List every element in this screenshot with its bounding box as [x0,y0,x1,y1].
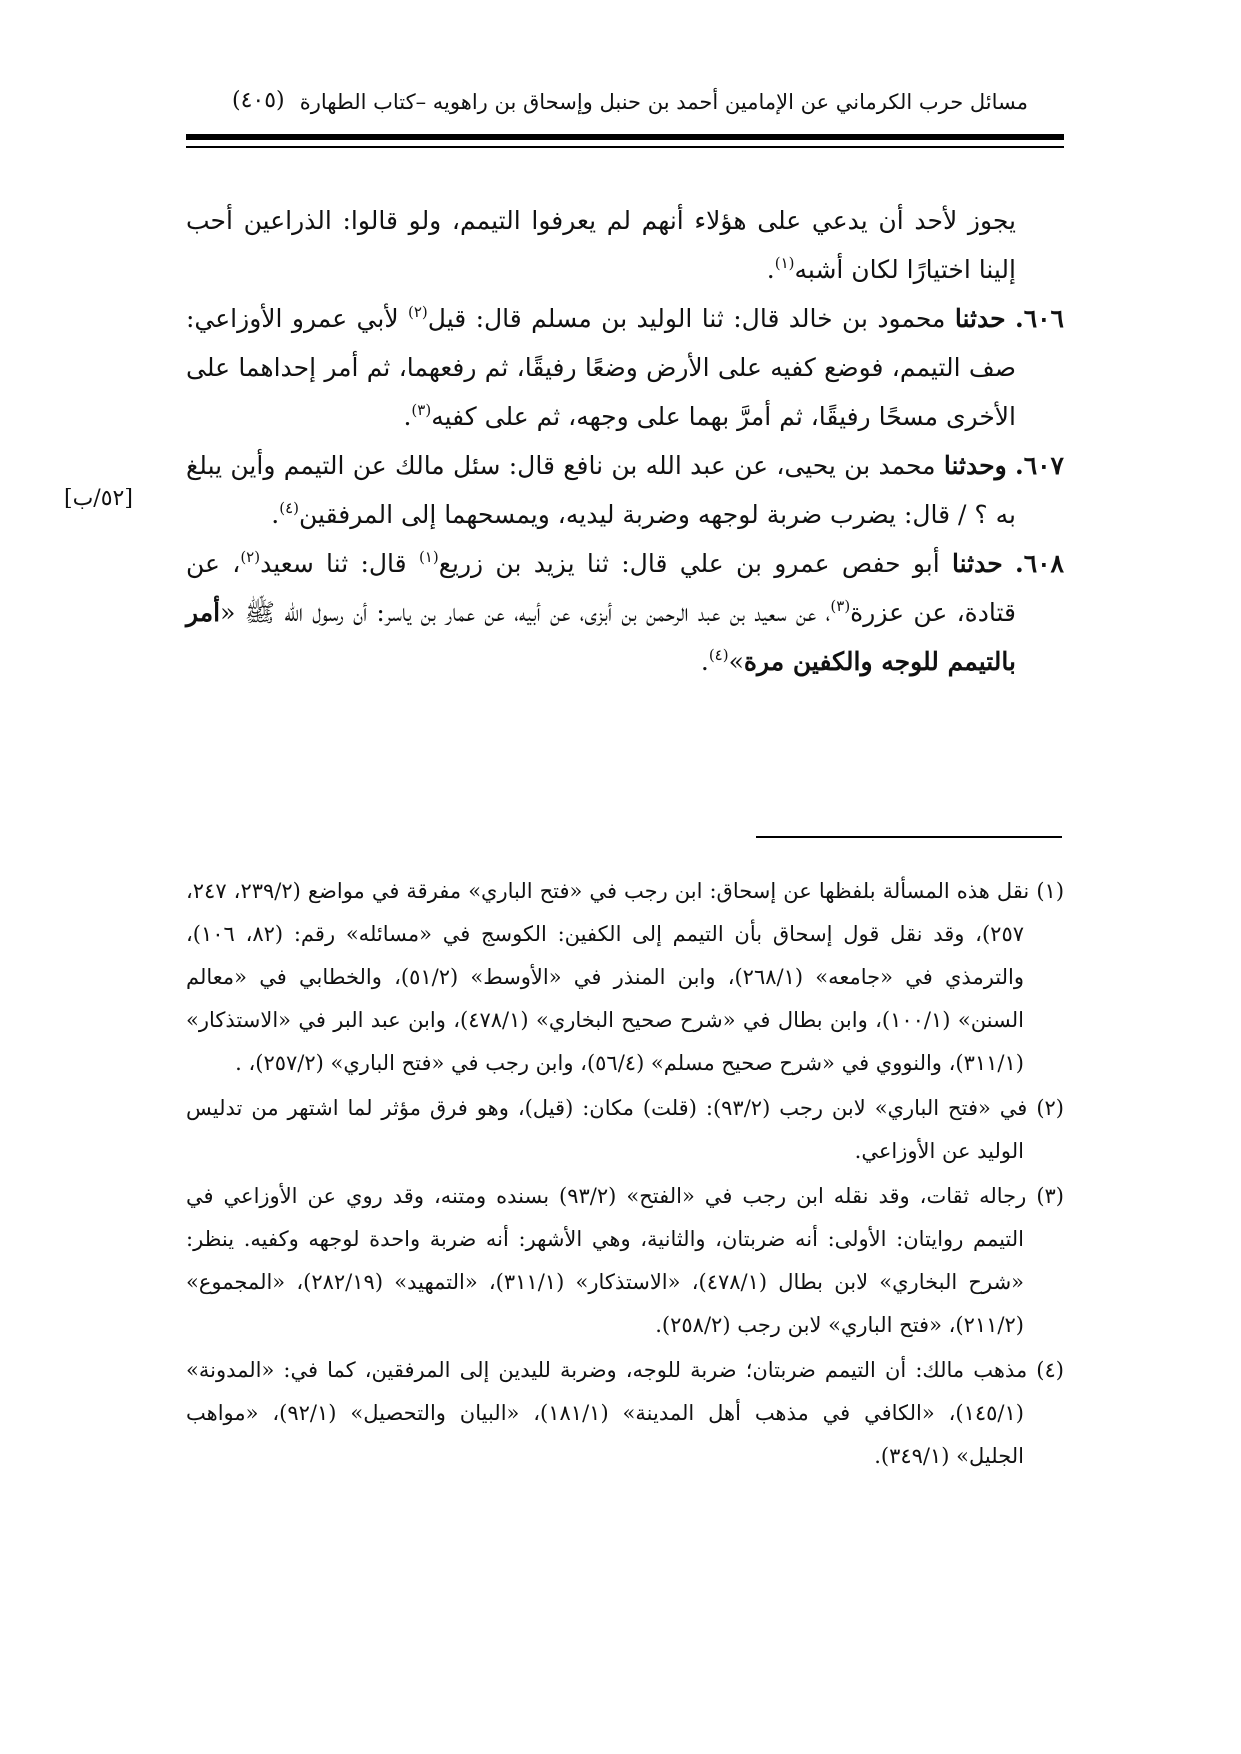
manuscript-folio-marker: [٥٢/ب] [64,486,133,511]
entry-number: ٦٠٦. [1014,304,1064,333]
entry-number: ٦٠٧. [1014,451,1064,480]
punctuation: . [403,402,412,431]
footnote-ref: (١) [774,254,795,272]
footnotes [186,870,1064,1480]
entry-lead: حدثنا [954,304,1006,333]
main-text [186,196,1064,686]
footnote-text: رجاله ثقات، وقد نقله ابن رجب في «الفتح» (٩٣/٢) بسنده ومتنه، وقد روي عن الأوزاعي في التيمم روايتان: الأولى: أنه ضربتان، والثانية، وهي الأشهر: أنه ضربة واحدة لوجهه وكفيه. ينظر: «شرح البخاري» لابن بطال (٤٧٨/١)، «الاستذكار» (٣١١/١)، «التمهيد» (٢٨٢/١٩)، «المجموع» (٢١١/٢)، «فتح الباري» لابن رجب (٢٥٨/٢). [186,1184,1027,1337]
footnote-marker: (١) [1036,879,1065,903]
entry-number: ٦٠٨. [1014,549,1064,578]
entry-text: محمد بن يحيى، عن عبد الله بن نافع قال: سئل مالك عن التيمم وأين يبلغ به ؟ / قال: يضرب ضربة لوجهه وضربة ليديه، ويمسحهما إلى المرفقين [186,451,1016,529]
continuation-text: يجوز لأحد أن يدعي على هؤلاء أنهم لم يعرفوا التيمم، ولو قالوا: الذراعين أحب إلينا اختيارًا لكان أشبه [186,206,1016,284]
footnote-marker: (٢) [1036,1096,1064,1120]
entry-text: لأبي عمرو الأوزاعي: صف التيمم، فوضع كفيه على الأرض وضعًا رفيقًا، ثم رفعهما، ثم أمر إحداهما على الأخرى مسحًا رفيقًا، ثم أمرَّ بهما على وجهه، ثم على كفيه [186,304,1016,431]
footnote-marker: (٣) [1036,1184,1064,1208]
footnote-text: نقل هذه المسألة بلفظها عن إسحاق: ابن رجب في «فتح الباري» مفرقة في مواضع (٢٣٩/٢، ٢٤٧، ٢٥٧)، وقد نقل قول إسحاق بأن التيمم إلى الكفين: الكوسج في «مسائله» رقم: (٨٢، ١٠٦)، والترمذي في «جامعه» (٢٦٨/١)، وابن المنذر في «الأوسط» (٥١/٢)، والخطابي في «معالم السنن» (١٠٠/١)، وابن بطال في «شرح صحيح البخاري» (٤٧٨/١)، وابن عبد البر في «الاستذكار» (٣١١/١)، والنووي في «شرح صحيح مسلم» (٥٦/٤)، وابن رجب في «فتح الباري» (٢٥٧/٢)، . [186,879,1030,1075]
punctuation: . [271,500,280,529]
entry-text: ، عن سعيد بن عبد الرحمن بن أبزى، عن أبيه، عن عمار بن ياسر: أن رسول الله ﷺ « [220,598,831,627]
entry-text: قال: ثنا سعيد [260,549,407,578]
punctuation: . [700,647,709,676]
footnote-1 [186,870,1064,1085]
running-header [232,88,1028,128]
footnote-ref: (٣) [830,597,851,615]
punctuation: . [766,255,775,284]
footnote-ref: (٣) [411,401,432,419]
header-rule-thin [186,146,1064,148]
entry-607 [186,441,1064,539]
continuation-paragraph [186,196,1064,294]
hadith-quote: أمر بالتيمم للوجه والكفين مرة [186,598,1016,676]
entry-lead: حدثنا [951,549,1003,578]
footnote-2 [186,1087,1064,1173]
footnote-ref: (٢) [407,303,428,321]
footnote-text: مذهب مالك: أن التيمم ضربتان؛ ضربة للوجه، وضربة لليدين إلى المرفقين، كما في: «المدونة» (١٤٥/١)، «الكافي في مذهب أهل المدينة» (١٨١/١)، «البيان والتحصيل» (٩٢/١)، «مواهب الجليل» (٣٤٩/١). [186,1358,1028,1468]
entry-608 [186,539,1064,686]
entry-lead: وحدثنا [943,451,1007,480]
entry-text: » [728,647,744,676]
footnote-text: في «فتح الباري» لابن رجب (٩٣/٢): (قلت) مكان: (قيل)، وهو فرق مؤثر لما اشتهر من تدليس الوليد عن الأوزاعي. [186,1096,1028,1163]
entry-606 [186,294,1064,441]
footnote-ref: (٢) [240,548,261,566]
footnote-ref: (١) [418,548,439,566]
entry-text: محمود بن خالد قال: ثنا الوليد بن مسلم قال: قيل [427,304,946,333]
header-title: مسائل حرب الكرماني عن الإمامين أحمد بن حنبل وإسحاق بن راهويه –كتاب الطهارة [299,90,1028,114]
footnote-ref: (٤) [708,646,729,664]
entry-text: ، عن قتادة، عن عزرة [186,549,1017,627]
entry-text: أبو حفص عمرو بن علي قال: ثنا يزيد بن زريع [438,549,940,578]
footnote-marker: (٤) [1036,1358,1064,1382]
footnote-3 [186,1175,1064,1347]
header-rule-thick [186,134,1064,140]
footnote-4 [186,1349,1064,1478]
footnote-separator [756,836,1062,838]
page-number: (٤٠٥) [232,88,285,113]
footnote-ref: (٤) [279,499,300,517]
